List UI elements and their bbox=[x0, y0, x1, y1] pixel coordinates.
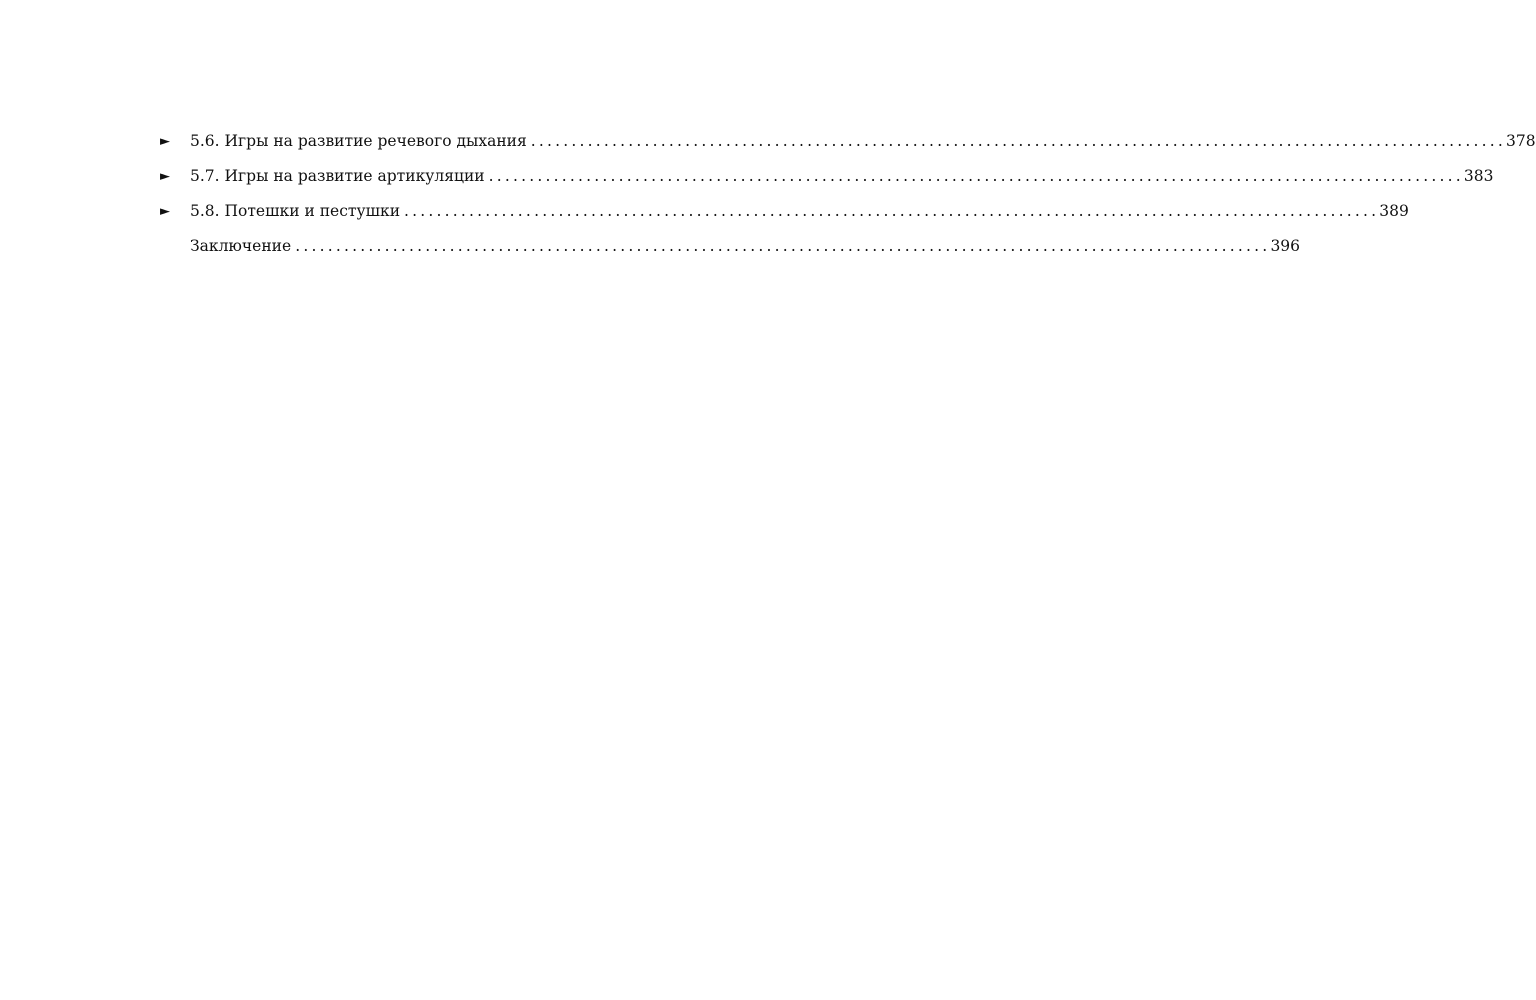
toc-entry-page-number: 396 bbox=[1270, 236, 1301, 255]
toc-entry[interactable] bbox=[160, 159, 1494, 194]
dot-leader: ........................................................................................................................ bbox=[404, 201, 1380, 220]
toc-entry-page-number: 389 bbox=[1379, 201, 1409, 220]
dot-leader: ........................................................................................................................ bbox=[530, 131, 1507, 150]
toc-entry-page-number: 383 bbox=[1463, 166, 1494, 185]
table-of-contents bbox=[160, 124, 1536, 264]
triangle-bullet-icon: ► bbox=[160, 204, 170, 219]
toc-entry-title: 5.7. Игры на развитие артикуляции bbox=[190, 166, 485, 185]
dot-leader: ........................................................................................................................ bbox=[295, 236, 1271, 255]
toc-entry-line bbox=[190, 236, 1301, 255]
toc-entry-line bbox=[190, 131, 1536, 150]
toc-entry-line bbox=[190, 166, 1494, 185]
triangle-bullet-icon: ► bbox=[160, 134, 170, 149]
toc-entry-title: 5.8. Потешки и пестушки bbox=[190, 201, 401, 220]
toc-entry-page-number: 378 bbox=[1506, 131, 1536, 150]
toc-entry[interactable] bbox=[160, 124, 1536, 159]
dot-leader: ........................................................................................................................ bbox=[488, 166, 1464, 185]
toc-entry[interactable] bbox=[160, 229, 1301, 264]
toc-entry-title: Заключение bbox=[190, 236, 292, 255]
toc-entry-line bbox=[190, 201, 1409, 220]
toc-entry-title: 5.6. Игры на развитие речевого дыхания bbox=[190, 131, 527, 150]
triangle-bullet-icon: ► bbox=[160, 169, 170, 184]
toc-entry[interactable] bbox=[160, 194, 1409, 229]
